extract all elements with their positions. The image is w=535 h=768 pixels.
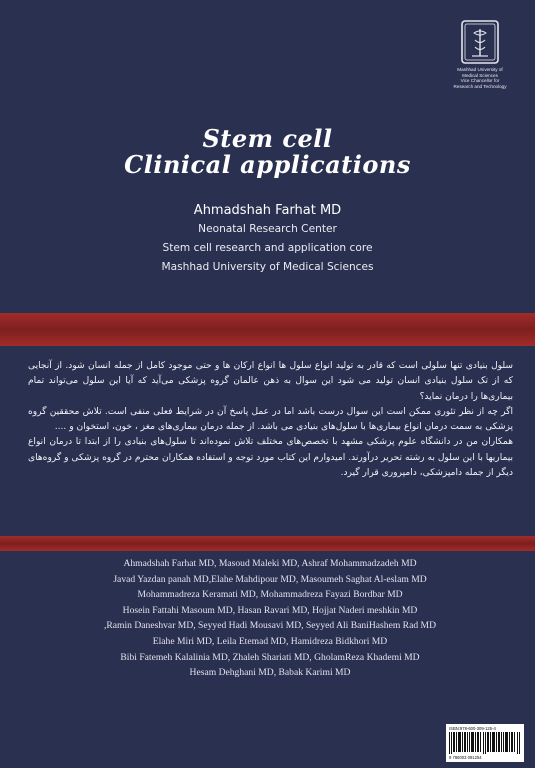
affiliation-line: Mashhad University of Medical Sciences: [161, 261, 374, 273]
isbn-label: ISBN:978-600-309-125-4: [449, 726, 496, 731]
barcode-icon: [449, 732, 521, 754]
university-emblem-icon: [461, 20, 499, 64]
contributor-row: Hesam Dehghani MD, Babak Karimi MD: [189, 667, 351, 679]
affiliation-line: Stem cell research and application core: [162, 242, 373, 254]
book-title-line-2: Clinical applications: [124, 150, 411, 179]
affiliation-line: Neonatal Research Center: [198, 223, 337, 235]
red-divider-band: [0, 313, 535, 346]
logo-caption: [435, 67, 525, 89]
barcode-number: 9 786003 091254: [449, 755, 482, 760]
contributor-row: Javad Yazdan panah MD,Elahe Mahdipour MD, Masoumeh Saghat Al-eslam MD: [113, 573, 427, 585]
logo-caption-line: Mashhad University of: [457, 67, 503, 72]
logo-caption-line: Research and Technology: [453, 83, 507, 89]
contributor-row: Hosein Fattahi Masoum MD, Hasan Ravari MD, Hojjat Naderi meshkin MD: [122, 604, 418, 616]
contributor-row: Mohammadreza Keramati MD, Mohammadreza Fayazi Bordbar MD: [137, 589, 403, 601]
logo-caption-line: Medical Sciences: [462, 72, 498, 78]
author-name: Ahmadshah Farhat MD: [193, 203, 342, 218]
description-paragraph: اگر چه از نظر تئوری ممکن است این سوال درست باشد اما در عمل پاسخ آن در شرایط فعلی منفی است. تلاش محققین گروه پزشکی به سمت درمان انواع بیماری‌ها با سلول‌های بنیادی می باشد. از جمله درمان بیماری‌های مغز ، خون، استخوان و ....: [28, 406, 513, 433]
book-title-line-1: Stem cell: [202, 124, 333, 153]
persian-description: [28, 359, 513, 481]
contributor-list: [20, 556, 520, 681]
contributor-row: Ahmadshah Farhat MD, Masoud Maleki MD, Ashraf Mohammadzadeh MD: [123, 558, 417, 569]
isbn-barcode: [446, 724, 524, 762]
logo-caption-line: Vice Chancellor for: [460, 78, 500, 84]
university-logo: [435, 20, 525, 89]
description-paragraph: سلول بنیادی تنها سلولی است که قادر به تولید انواع سلول ها انواع ارکان ها و حتی موجود کامل از جمله انسان شود. از آنجایی که از تک سلول بنیادی انسان تولید می شود این سوال به ذهن عالمان گروه پزشکی می‌آید که آیا این سلول می‌تواند تمام بیماری‌ها را درمان نماید؟: [28, 361, 513, 402]
contributor-row: Bibi Fatemeh Kalalinia MD, Zhaleh Shariati MD, GholamReza Khademi MD: [120, 651, 420, 663]
contributor-row: ,Ramin Daneshvar MD, Seyyed Hadi Mousavi MD, Seyyed Ali BaniHashem Rad MD: [103, 620, 436, 632]
description-paragraph: همکاران من در دانشگاه علوم پزشکی مشهد با تخصص‌های مختلف تلاش نموده‌اند تا سلول‌های بنیادی را از ابتدا تا درمان انواع بیماریها با این سلول به رشته تحریر درآورند. امیدوارم این کتاب مورد توجه و استفاده همکاران محترم در گروه پزشکی و گروه‌های دیگر از جمله دامپزشکی، دامپروری قرار گیرد.: [28, 437, 513, 479]
red-divider-band: [0, 536, 535, 551]
contributor-row: Elahe Miri MD, Leila Etemad MD, Hamidreza Bidkhori MD: [152, 635, 388, 647]
